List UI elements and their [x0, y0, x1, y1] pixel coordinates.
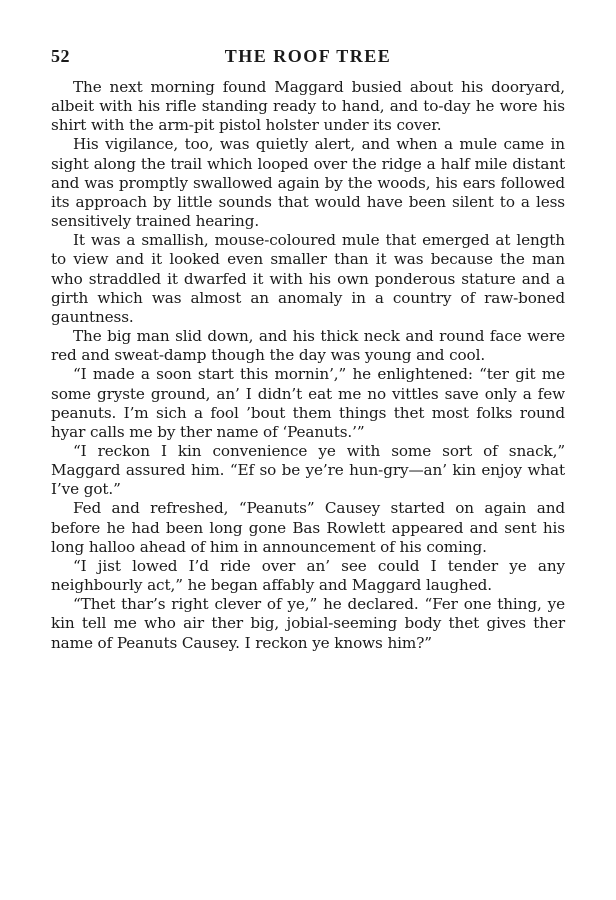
- paragraph: “I jist lowed I’d ride over an’ see could I tender ye any neighbourly act,” he began affably and Maggard laughed.: [51, 556, 565, 595]
- paragraph: It was a smallish, mouse-coloured mule that emerged at length to view and it looked even smaller than it was because the man who straddled it dwarfed it with his own ponderous stature and a girth which was almost an anomaly in a country of raw-boned gauntness.: [51, 231, 565, 326]
- running-title: THE ROOF TREE: [224, 46, 392, 66]
- paragraph: “Thet thar’s right clever of ye,” he declared. “Fer one thing, ye kin tell me who air ther big, jobial-seeming body thet gives ther name of Peanuts Causey. I reckon ye knows him?”: [51, 595, 565, 652]
- paragraph: Fed and refreshed, “Peanuts” Causey started on again and before he had been long gone Bas Rowlett appeared and sent his long halloo ahead of him in announcement of his coming.: [51, 499, 565, 556]
- book-page: [51, 46, 565, 653]
- body-text: [51, 78, 565, 653]
- paragraph: “I reckon I kin convenience ye with some sort of snack,” Maggard assured him. “Ef so be ye’re hun-gry—an’ kin enjoy what I’ve got.”: [51, 441, 565, 499]
- paragraph: The next morning found Maggard busied about his dooryard, albeit with his rifle standing ready to hand, and to-day he wore his shirt with the arm-pit pistol holster under its cover.: [51, 78, 565, 135]
- page-header: [51, 46, 565, 72]
- page-number: 52: [51, 46, 70, 66]
- paragraph: The big man slid down, and his thick neck and round face were red and sweat-damp though the day was young and cool.: [51, 327, 565, 365]
- paragraph: His vigilance, too, was quietly alert, and when a mule came in sight along the trail which looped over the ridge a half mile distant and was promptly swallowed again by the woods, his ears followed its approach by little sounds that would have been silent to a less sensitively trained hearing.: [51, 135, 565, 231]
- paragraph: “I made a soon start this mornin’,” he enlightened: “ter git me some gryste ground, an’ I didn’t eat me no vittles save only a few peanuts. I’m sich a fool ’bout them things thet most folks round hyar calls me by ther name of ‘Peanuts.’”: [51, 365, 565, 441]
